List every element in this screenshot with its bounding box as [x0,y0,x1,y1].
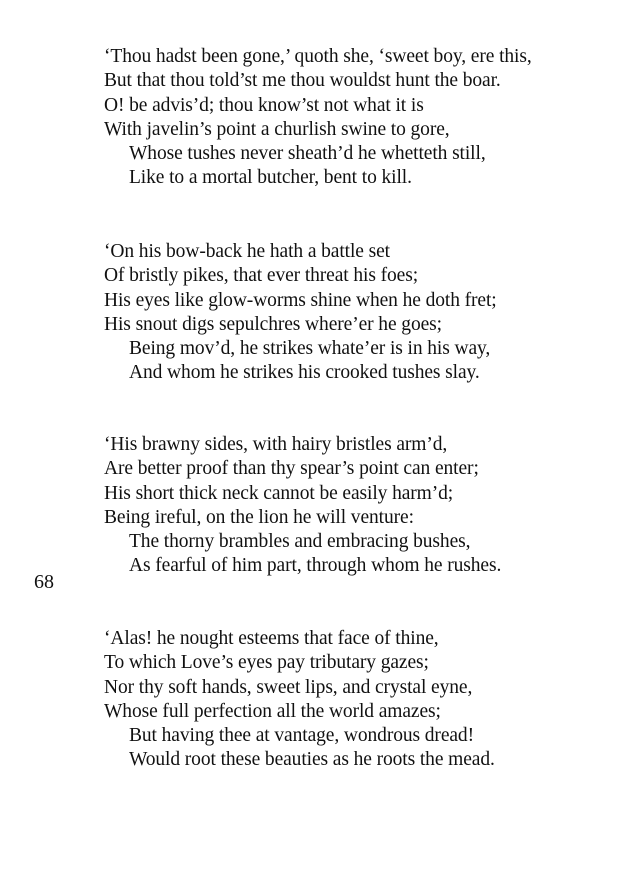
verse-line: But that thou told’st me thou wouldst hunt the boar. [104,70,501,92]
verse-line: With javelin’s point a churlish swine to gore, [104,118,450,140]
verse-line: O! be advis’d; thou know’st not what it is [104,94,424,116]
verse-line: Nor thy soft hands, sweet lips, and crystal eyne, [104,676,473,698]
verse-line: To which Love’s eyes pay tributary gazes; [104,652,429,674]
stanza-1 [104,45,624,191]
verse-line-indented: Whose tushes never sheath’d he whetteth still, [129,143,486,165]
verse-line-indented: The thorny brambles and embracing bushes, [129,531,471,553]
verse-line-indented: As fearful of him part, through whom he rushes. [129,555,502,577]
verse-line: ‘On his bow-back he hath a battle set [104,241,391,262]
verse-line: His eyes like glow-worms shine when he doth fret; [104,289,497,311]
verse-line-indented: And whom he strikes his crooked tushes slay. [129,362,480,384]
stanza-2 [104,240,624,386]
verse-line: His snout digs sepulchres where’er he goes; [104,313,442,335]
verse-line: Whose full perfection all the world amazes; [104,700,441,722]
verse-line: Are better proof than thy spear’s point can enter; [104,458,479,480]
verse-line-indented: Being mov’d, he strikes whate’er is in his way, [129,338,491,360]
stanza-4 [104,627,624,773]
verse-line-indented: Would root these beauties as he roots the mead. [129,749,495,771]
verse-line: Of bristly pikes, that ever threat his foes; [104,265,419,287]
verse-line: His short thick neck cannot be easily harm’d; [104,482,454,504]
verse-line-indented: But having thee at vantage, wondrous dread! [129,725,474,747]
verse-line-indented: Like to a mortal butcher, bent to kill. [129,167,412,189]
verse-line: ‘His brawny sides, with hairy bristles arm’d, [104,434,448,455]
stanza-3 [104,433,624,579]
verse-line: Being ireful, on the lion he will venture: [104,506,414,528]
page-number: 68 [34,571,54,593]
verse-line: ‘Alas! he nought esteems that face of thine, [104,628,439,649]
verse-line: ‘Thou hadst been gone,’ quoth she, ‘sweet boy, ere this, [104,46,532,67]
